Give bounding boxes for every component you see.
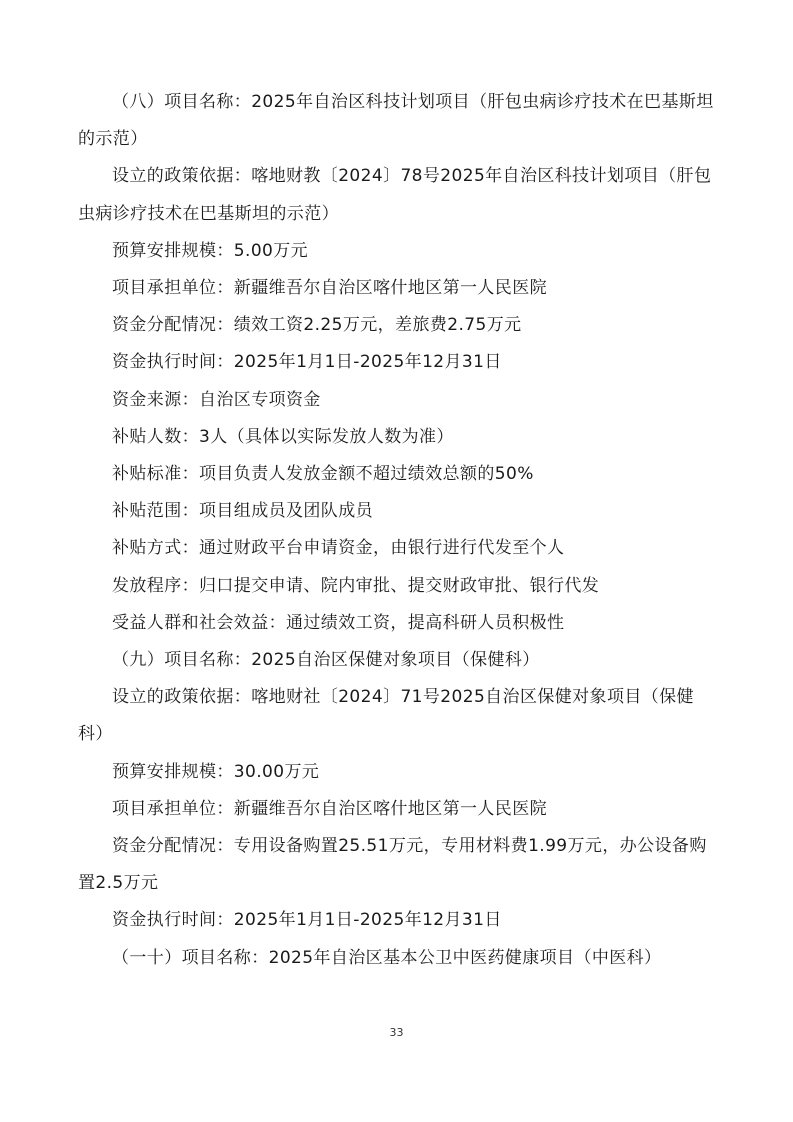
paragraph-project-10-title: （一十）项目名称：2025年自治区基本公卫中医药健康项目（中医科）	[112, 947, 662, 968]
paragraph-project-8-title: （八）项目名称：2025年自治区科技计划项目（肝包虫病诊疗技术在巴基斯坦的示范）	[78, 92, 714, 150]
paragraph-project-8-fund-source: 资金来源：自治区专项资金	[112, 389, 321, 410]
paragraph-project-8-execution-time: 资金执行时间：2025年1月1日-2025年12月31日	[112, 352, 502, 373]
paragraph-project-8-undertaker: 项目承担单位：新疆维吾尔自治区喀什地区第一人民医院	[112, 278, 547, 299]
paragraph-project-9-undertaker: 项目承担单位：新疆维吾尔自治区喀什地区第一人民医院	[112, 798, 547, 819]
page-number: 33	[389, 1026, 404, 1039]
paragraph-project-9-budget: 预算安排规模：30.00万元	[112, 761, 320, 782]
paragraph-project-9-title: （九）项目名称：2025自治区保健对象项目（保健科）	[112, 650, 540, 671]
paragraph-project-9-policy-basis: 设立的政策依据：喀地财社〔2024〕71号2025自治区保健对象项目（保健科）	[78, 687, 694, 745]
paragraph-project-9-allocation: 资金分配情况：专用设备购置25.51万元，专用材料费1.99万元，办公设备购置2.5万元	[78, 836, 707, 894]
paragraph-project-8-subsidy-standard: 补贴标准：项目负责人发放金额不超过绩效总额的50%	[112, 464, 534, 485]
paragraph-project-8-subsidy-scope: 补贴范围：项目组成员及团队成员	[112, 501, 373, 522]
paragraph-project-8-beneficiaries: 受益人群和社会效益：通过绩效工资，提高科研人员积极性	[112, 612, 565, 633]
paragraph-project-9-execution-time: 资金执行时间：2025年1月1日-2025年12月31日	[112, 910, 502, 931]
paragraph-project-8-budget: 预算安排规模：5.00万元	[112, 240, 309, 261]
paragraph-project-8-procedure: 发放程序：归口提交申请、院内审批、提交财政审批、银行代发	[112, 575, 600, 596]
paragraph-project-8-subsidy-method: 补贴方式：通过财政平台申请资金，由银行进行代发至个人	[112, 538, 565, 559]
paragraph-project-8-allocation: 资金分配情况：绩效工资2.25万元，差旅费2.75万元	[112, 315, 522, 336]
paragraph-project-8-policy-basis: 设立的政策依据：喀地财教〔2024〕78号2025年自治区科技计划项目（肝包虫病诊疗技术在巴基斯坦的示范）	[78, 166, 712, 224]
document-body	[78, 84, 718, 977]
paragraph-project-8-subsidy-count: 补贴人数：3人（具体以实际发放人数为准）	[112, 426, 454, 447]
